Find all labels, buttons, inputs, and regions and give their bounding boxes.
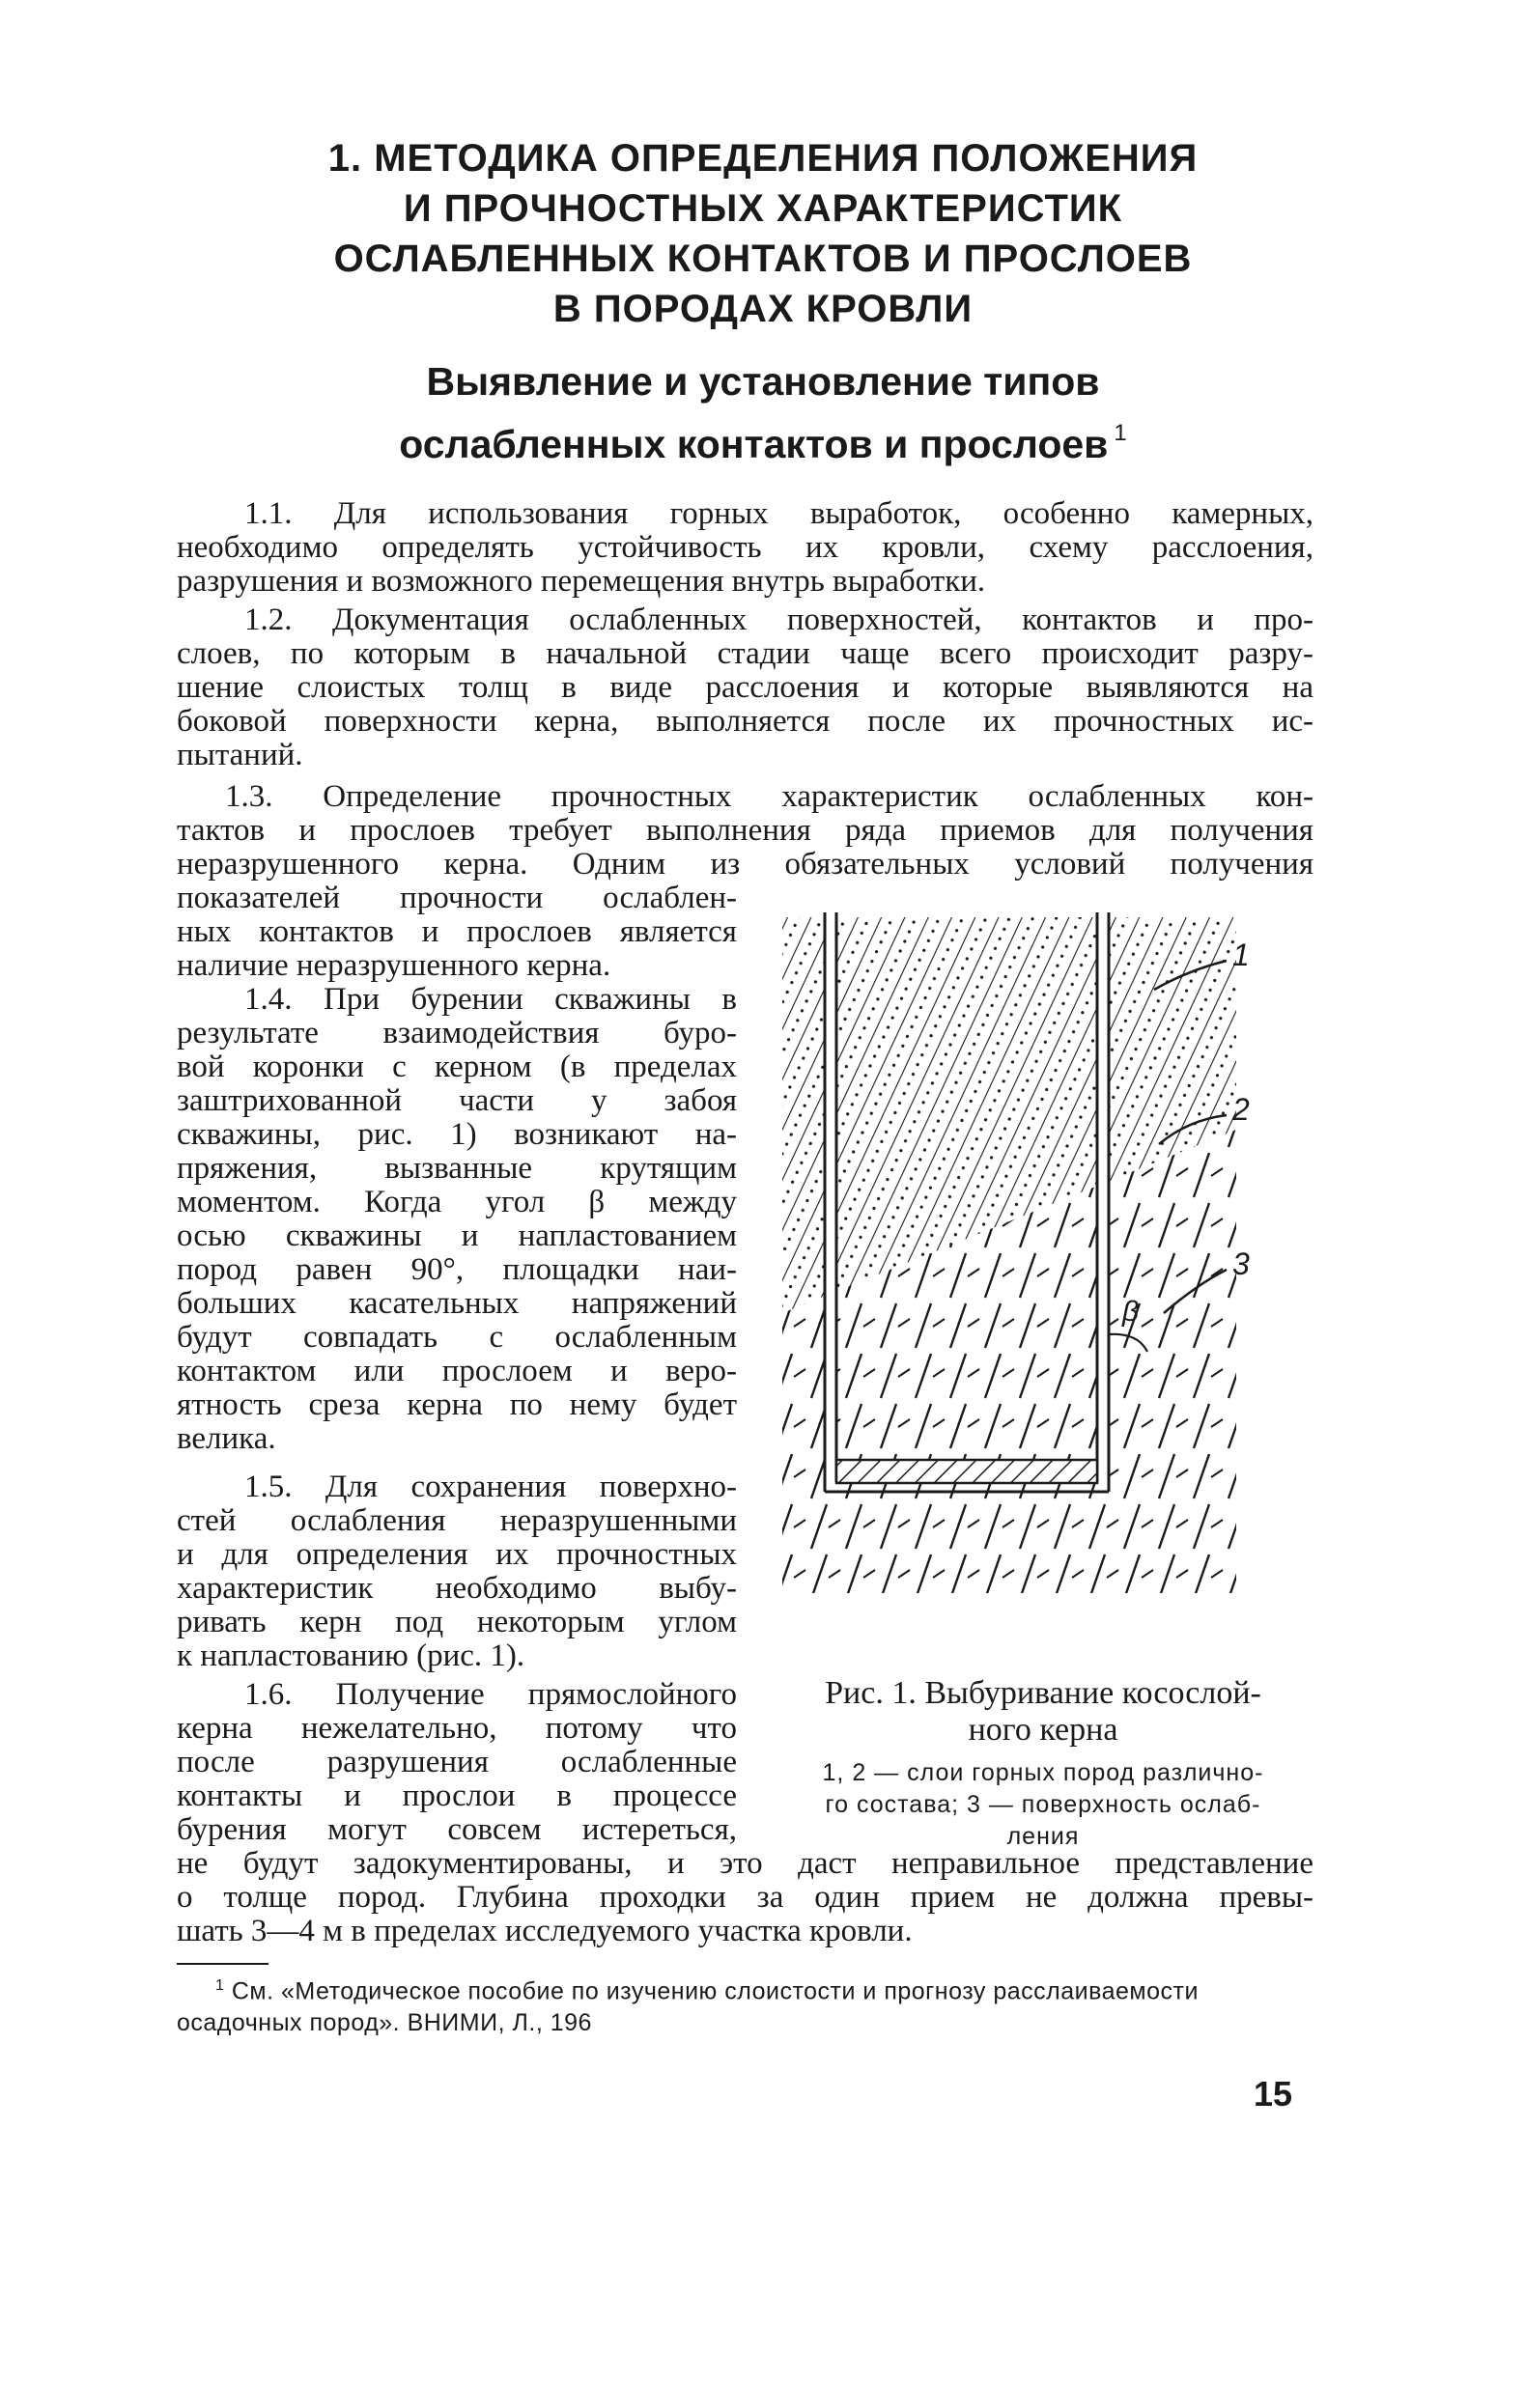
footnote-text: См. «Методическое пособие по изучению слоистости и прогнозу расслаиваемости осадочных пород». ВНИМИ, Л., 196 <box>177 1977 1199 2037</box>
text-line: ривать керн под некоторым углом <box>177 1605 737 1639</box>
text-line: после разрушения ослабленные <box>177 1745 737 1779</box>
paragraph-1-5 <box>177 1470 737 1673</box>
text-line: контакты и прослои в процессе <box>177 1778 737 1813</box>
text-line: пытаний. <box>177 738 303 772</box>
text-line: характеристик необходимо выбу- <box>177 1571 737 1606</box>
text-line: показателей прочности ослаблен- <box>177 881 737 915</box>
page-number: 15 <box>1254 2074 1293 2114</box>
paragraph-1-6 <box>177 1678 737 1847</box>
hatched-bottom-zone <box>836 1460 1097 1483</box>
text-line: не будут задокументированы, и это даст неправильное представление <box>177 1846 1313 1881</box>
footnote <box>177 1970 1307 2039</box>
caption-line: ления <box>1006 1823 1080 1850</box>
text-line: к напластованию (рис. 1). <box>177 1638 525 1673</box>
text-line: осью скважины и напластованием <box>177 1218 737 1253</box>
text-line: велика. <box>177 1421 276 1456</box>
text-line: керна нежелательно, потому что <box>177 1711 737 1746</box>
caption-line: Рис. 1. Выбуривание косослой- <box>825 1675 1261 1711</box>
text-line: результате взаимодействия буро- <box>177 1016 737 1050</box>
figure-caption-text <box>773 1757 1313 1853</box>
text-line: 1.2. Документация ослабленных поверхностей, контактов и про- <box>244 602 1313 637</box>
section-heading <box>174 355 1352 470</box>
text-line: бурения могут совсем истереться, <box>177 1812 737 1847</box>
text-line: 1.1. Для использования горных выработок, особенно камерных, <box>244 496 1313 531</box>
chapter-heading-line: 1. МЕТОДИКА ОПРЕДЕЛЕНИЯ ПОЛОЖЕНИЯ <box>327 137 1199 180</box>
figure-1-core-drilling <box>773 898 1313 1603</box>
figure-caption-title <box>773 1675 1313 1749</box>
borehole-gap-right <box>1097 912 1109 1492</box>
paragraph-1-6-cont <box>177 1847 1313 1948</box>
footnote-divider <box>177 1963 268 1965</box>
text-line: о толще пород. Глубина проходки за один прием не должна превы- <box>177 1880 1313 1915</box>
text-line: 1.5. Для сохранения поверхно- <box>244 1470 737 1504</box>
footnote-mark: 1 <box>215 1977 225 1994</box>
paragraph-1-4 <box>177 983 737 1456</box>
paragraph-1-1 <box>177 497 1313 599</box>
footnote-ref[interactable]: 1 <box>1114 420 1127 446</box>
figure-label-2: 2 <box>1232 1092 1250 1127</box>
paragraph-1-3 <box>177 780 1313 882</box>
section-heading-line: ослабленных контактов и прослоев $^1$ <box>399 420 1127 466</box>
text-line: боковой поверхности керна, выполняется после их прочностных ис- <box>177 704 1313 739</box>
caption-line: ного керна <box>968 1712 1118 1748</box>
text-line: и для определения их прочностных <box>177 1537 737 1572</box>
text-line: ятность среза керна по нему будет <box>177 1387 737 1422</box>
chapter-heading-line: ОСЛАБЛЕННЫХ КОНТАКТОВ И ПРОСЛОЕВ <box>333 238 1193 280</box>
text-line: 1.6. Получение прямослойного <box>244 1677 737 1712</box>
text-line: ных контактов и прослоев является <box>177 914 737 949</box>
text-line: слоев, по которым в начальной стадии чаще всего происходит разру- <box>177 636 1313 671</box>
text-line: больших касательных напряжений <box>177 1286 737 1321</box>
text-line: необходимо определять устойчивость их кровли, схему расслоения, <box>177 530 1313 565</box>
caption-line: 1, 2 — слои горных пород различно- <box>822 1759 1264 1786</box>
text-line: стей ослабления неразрушенными <box>177 1503 737 1538</box>
text-line: шать 3—4 м в пределах исследуемого участка кровли. <box>177 1914 913 1948</box>
figure-label-1: 1 <box>1232 938 1250 972</box>
text-line: 1.3. Определение прочностных характеристик ослабленных кон- <box>225 779 1313 814</box>
figure-label-beta: β <box>1122 1296 1140 1328</box>
figure-label-3: 3 <box>1232 1246 1250 1281</box>
text-line: 1.4. При бурении скважины в <box>244 982 737 1017</box>
borehole-gap-left <box>825 912 836 1492</box>
chapter-heading <box>174 133 1352 334</box>
text-line: заштрихованной части у забоя <box>177 1083 737 1118</box>
chapter-heading-line: В ПОРОДАХ КРОВЛИ <box>552 288 974 330</box>
text-line: моментом. Когда угол β между <box>177 1185 737 1219</box>
text-line: будут совпадать с ослабленным <box>177 1320 737 1355</box>
text-line: наличие неразрушенного керна. <box>177 948 611 983</box>
text-line: неразрушенного керна. Одним из обязательных условий получения <box>177 847 1313 882</box>
paragraph-1-2 <box>177 603 1313 772</box>
text-line: пород равен 90°, площадки наи- <box>177 1252 737 1287</box>
text-line: разрушения и возможного перемещения внутрь выработки. <box>177 564 986 599</box>
section-heading-line: Выявление и установление типов <box>426 359 1100 404</box>
text-line: контактом или прослоем и веро- <box>177 1354 737 1388</box>
text-line: пряжения, вызванные крутящим <box>177 1151 737 1186</box>
chapter-heading-line: И ПРОЧНОСТНЫХ ХАРАКТЕРИСТИК <box>403 187 1123 230</box>
text-line: вой коронки с керном (в пределах <box>177 1050 737 1084</box>
text-line: шение слоистых толщ в виде расслоения и которые выявляются на <box>177 670 1313 705</box>
paragraph-1-3-cont <box>177 882 737 983</box>
caption-line: го состава; 3 — поверхность ослаб- <box>825 1791 1261 1818</box>
text-line: скважины, рис. 1) возникают на- <box>177 1117 737 1152</box>
text-line: тактов и прослоев требует выполнения ряда приемов для получения <box>177 813 1313 848</box>
